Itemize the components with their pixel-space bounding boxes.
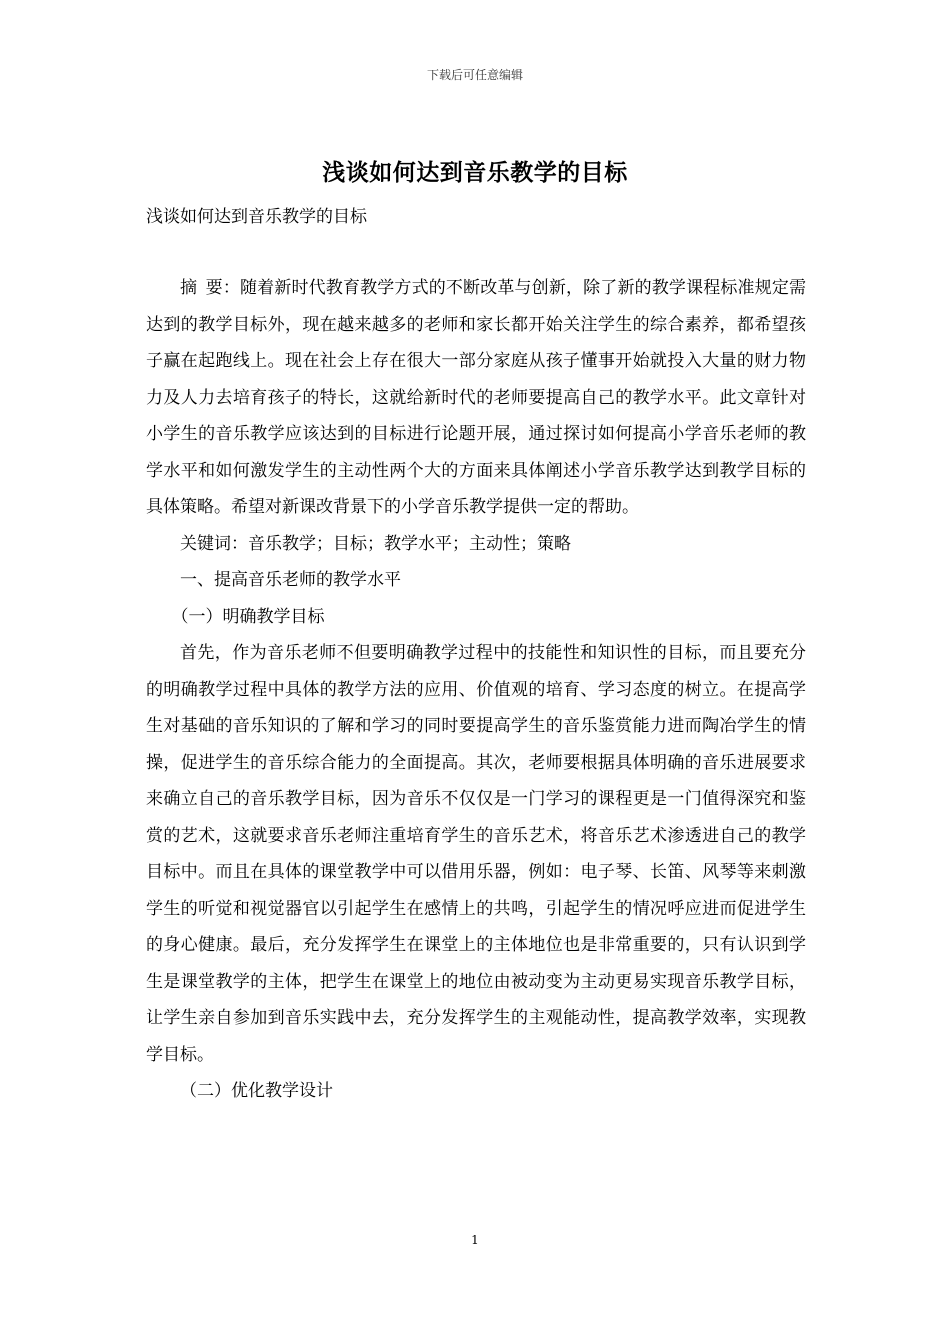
keywords-line: 关键词：音乐教学；目标；教学水平；主动性；策略 (180, 533, 571, 554)
document-subtitle: 浅谈如何达到音乐教学的目标 (146, 207, 367, 227)
subsection-heading-1: （一）明确教学目标 (171, 606, 325, 627)
document-title: 浅谈如何达到音乐教学的目标 (322, 159, 628, 186)
page-number: 1 (471, 1233, 479, 1247)
section-heading-1: 一、提高音乐老师的教学水平 (180, 570, 401, 590)
abstract-label-char1: 摘 (180, 278, 198, 298)
subsection-heading-2: （二）优化教学设计 (180, 1081, 333, 1101)
abstract-label-char2: 要： (205, 278, 240, 298)
abstract-text: 随着新时代教育教学方式的不断改革与创新，除了新的教学课程标准规定需达到的教学目标外，现在越来越多的老师和家长都开始关注学生的综合素养，都希望孩子赢在起跑线上。现在社会上存在很大一部分家庭从孩子懂事开始就投入大量的财力物力及人力去培育孩子的特长，这就给新时代的老师要提高自己的教学水平。此文章针对小学生的音乐教学应该达到的目标进行论题开展，通过探讨如何提高小学音乐老师的教学水平和如何激发学生的主动性两个大的方面来具体阐述小学音乐教学达到教学目标的具体策略。希望对新课改背景下的小学音乐教学提供一定的帮助。 (146, 278, 807, 517)
document-body (146, 270, 806, 1110)
body-paragraph-1: 首先，作为音乐老师不但要明确教学过程中的技能性和知识性的目标，而且要充分的明确教学过程中具体的教学方法的应用、价值观的培育、学习态度的树立。在提高学生对基础的音乐知识的了解和学习的同时要提高学生的音乐鉴赏能力进而陶冶学生的情操，促进学生的音乐综合能力的全面提高。其次，老师要根据具体明确的音乐进展要求来确立自己的音乐教学目标，因为音乐不仅仅是一门学习的课程更是一门值得深究和鉴赏的艺术，这就要求音乐老师注重培育学生的音乐艺术，将音乐艺术渗透进自己的教学目标中。而且在具体的课堂教学中可以借用乐器，例如：电子琴、长笛、风琴等来刺激学生的听觉和视觉器官以引起学生在感情上的共鸣，引起学生的情况呼应进而促进学生的身心健康。最后，充分发挥学生在课堂上的主体地位也是非常重要的，只有认识到学生是课堂教学的主体，把学生在课堂上的地位由被动变为主动更易实现音乐教学目标，让学生亲自参加到音乐实践中去，充分发挥学生的主观能动性，提高教学效率，实现教学目标。 (146, 643, 806, 1065)
page-header-note: 下载后可任意编辑 (426, 68, 523, 82)
abstract-paragraph (146, 270, 806, 526)
